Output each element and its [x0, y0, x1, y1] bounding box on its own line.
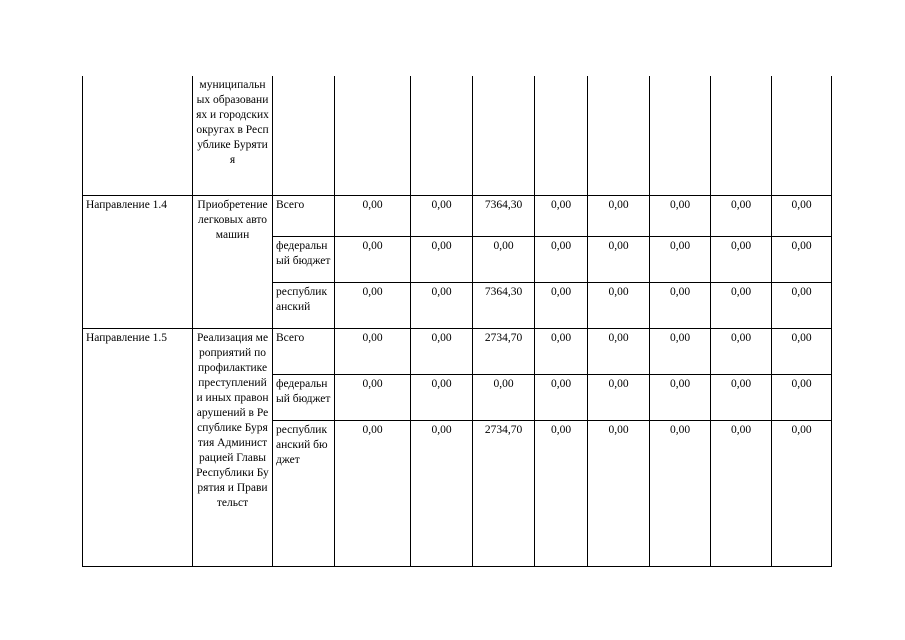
- value-cell: 0,00: [772, 236, 832, 282]
- value-cell: 0,00: [772, 282, 832, 328]
- source-cell: [273, 76, 335, 195]
- value-cell: 0,00: [411, 195, 473, 236]
- value-cell: 0,00: [535, 420, 588, 566]
- value-cell: 0,00: [772, 420, 832, 566]
- value-cell: 0,00: [411, 374, 473, 420]
- value-cell: [411, 76, 473, 195]
- source-cell: Всего: [273, 195, 335, 236]
- value-cell: 0,00: [588, 236, 650, 282]
- value-cell: [535, 76, 588, 195]
- value-cell: 0,00: [650, 328, 711, 374]
- value-cell: 0,00: [335, 195, 411, 236]
- budget-table: [82, 76, 832, 567]
- source-cell: республиканский бюджет: [273, 420, 335, 566]
- value-cell: 0,00: [711, 420, 772, 566]
- value-cell: [711, 76, 772, 195]
- table-row-continuation: [83, 76, 832, 195]
- value-cell: 0,00: [473, 374, 535, 420]
- value-cell: 0,00: [588, 282, 650, 328]
- value-cell: 0,00: [588, 420, 650, 566]
- value-cell: [588, 76, 650, 195]
- value-cell: 0,00: [535, 282, 588, 328]
- value-cell: 0,00: [411, 236, 473, 282]
- value-cell: 0,00: [650, 282, 711, 328]
- value-cell: 0,00: [772, 328, 832, 374]
- value-cell: 0,00: [711, 282, 772, 328]
- value-cell: 0,00: [411, 420, 473, 566]
- value-cell: 0,00: [335, 420, 411, 566]
- direction-cell: Направление 1.5: [83, 328, 193, 566]
- value-cell: 0,00: [650, 374, 711, 420]
- value-cell: 0,00: [711, 328, 772, 374]
- source-cell: федеральный бюджет: [273, 236, 335, 282]
- event-name-cell: Реализация мероприятий по профилактике преступлений и иных правонарушений в Республике Бурятия Администрацией Главы Республики Бурятия и Правительст: [193, 328, 273, 566]
- value-cell: 0,00: [650, 195, 711, 236]
- value-cell: 0,00: [535, 195, 588, 236]
- table-row: [83, 195, 832, 236]
- value-cell: 0,00: [711, 195, 772, 236]
- value-cell: 0,00: [535, 328, 588, 374]
- value-cell: [650, 76, 711, 195]
- table-row: [83, 328, 832, 374]
- value-cell: 0,00: [772, 195, 832, 236]
- value-cell: 0,00: [650, 420, 711, 566]
- value-cell: 0,00: [335, 374, 411, 420]
- value-cell: 0,00: [588, 328, 650, 374]
- source-cell: республиканский: [273, 282, 335, 328]
- value-cell: 0,00: [335, 328, 411, 374]
- source-cell: Всего: [273, 328, 335, 374]
- value-cell: 0,00: [772, 374, 832, 420]
- direction-cell: Направление 1.4: [83, 195, 193, 328]
- value-cell: 2734,70: [473, 420, 535, 566]
- value-cell: 0,00: [535, 374, 588, 420]
- value-cell: 0,00: [473, 236, 535, 282]
- value-cell: [473, 76, 535, 195]
- value-cell: 0,00: [650, 236, 711, 282]
- source-cell: федеральный бюджет: [273, 374, 335, 420]
- value-cell: 0,00: [411, 282, 473, 328]
- value-cell: 7364,30: [473, 282, 535, 328]
- value-cell: 0,00: [711, 236, 772, 282]
- value-cell: 0,00: [335, 282, 411, 328]
- value-cell: 0,00: [535, 236, 588, 282]
- event-name-cell: муниципальных образованиях и городских округах в Республике Бурятия: [193, 76, 273, 195]
- value-cell: 7364,30: [473, 195, 535, 236]
- direction-cell: [83, 76, 193, 195]
- value-cell: [335, 76, 411, 195]
- value-cell: [772, 76, 832, 195]
- value-cell: 0,00: [411, 328, 473, 374]
- value-cell: 0,00: [588, 195, 650, 236]
- event-name-cell: Приобретение легковых автомашин: [193, 195, 273, 328]
- value-cell: 2734,70: [473, 328, 535, 374]
- value-cell: 0,00: [711, 374, 772, 420]
- value-cell: 0,00: [588, 374, 650, 420]
- value-cell: 0,00: [335, 236, 411, 282]
